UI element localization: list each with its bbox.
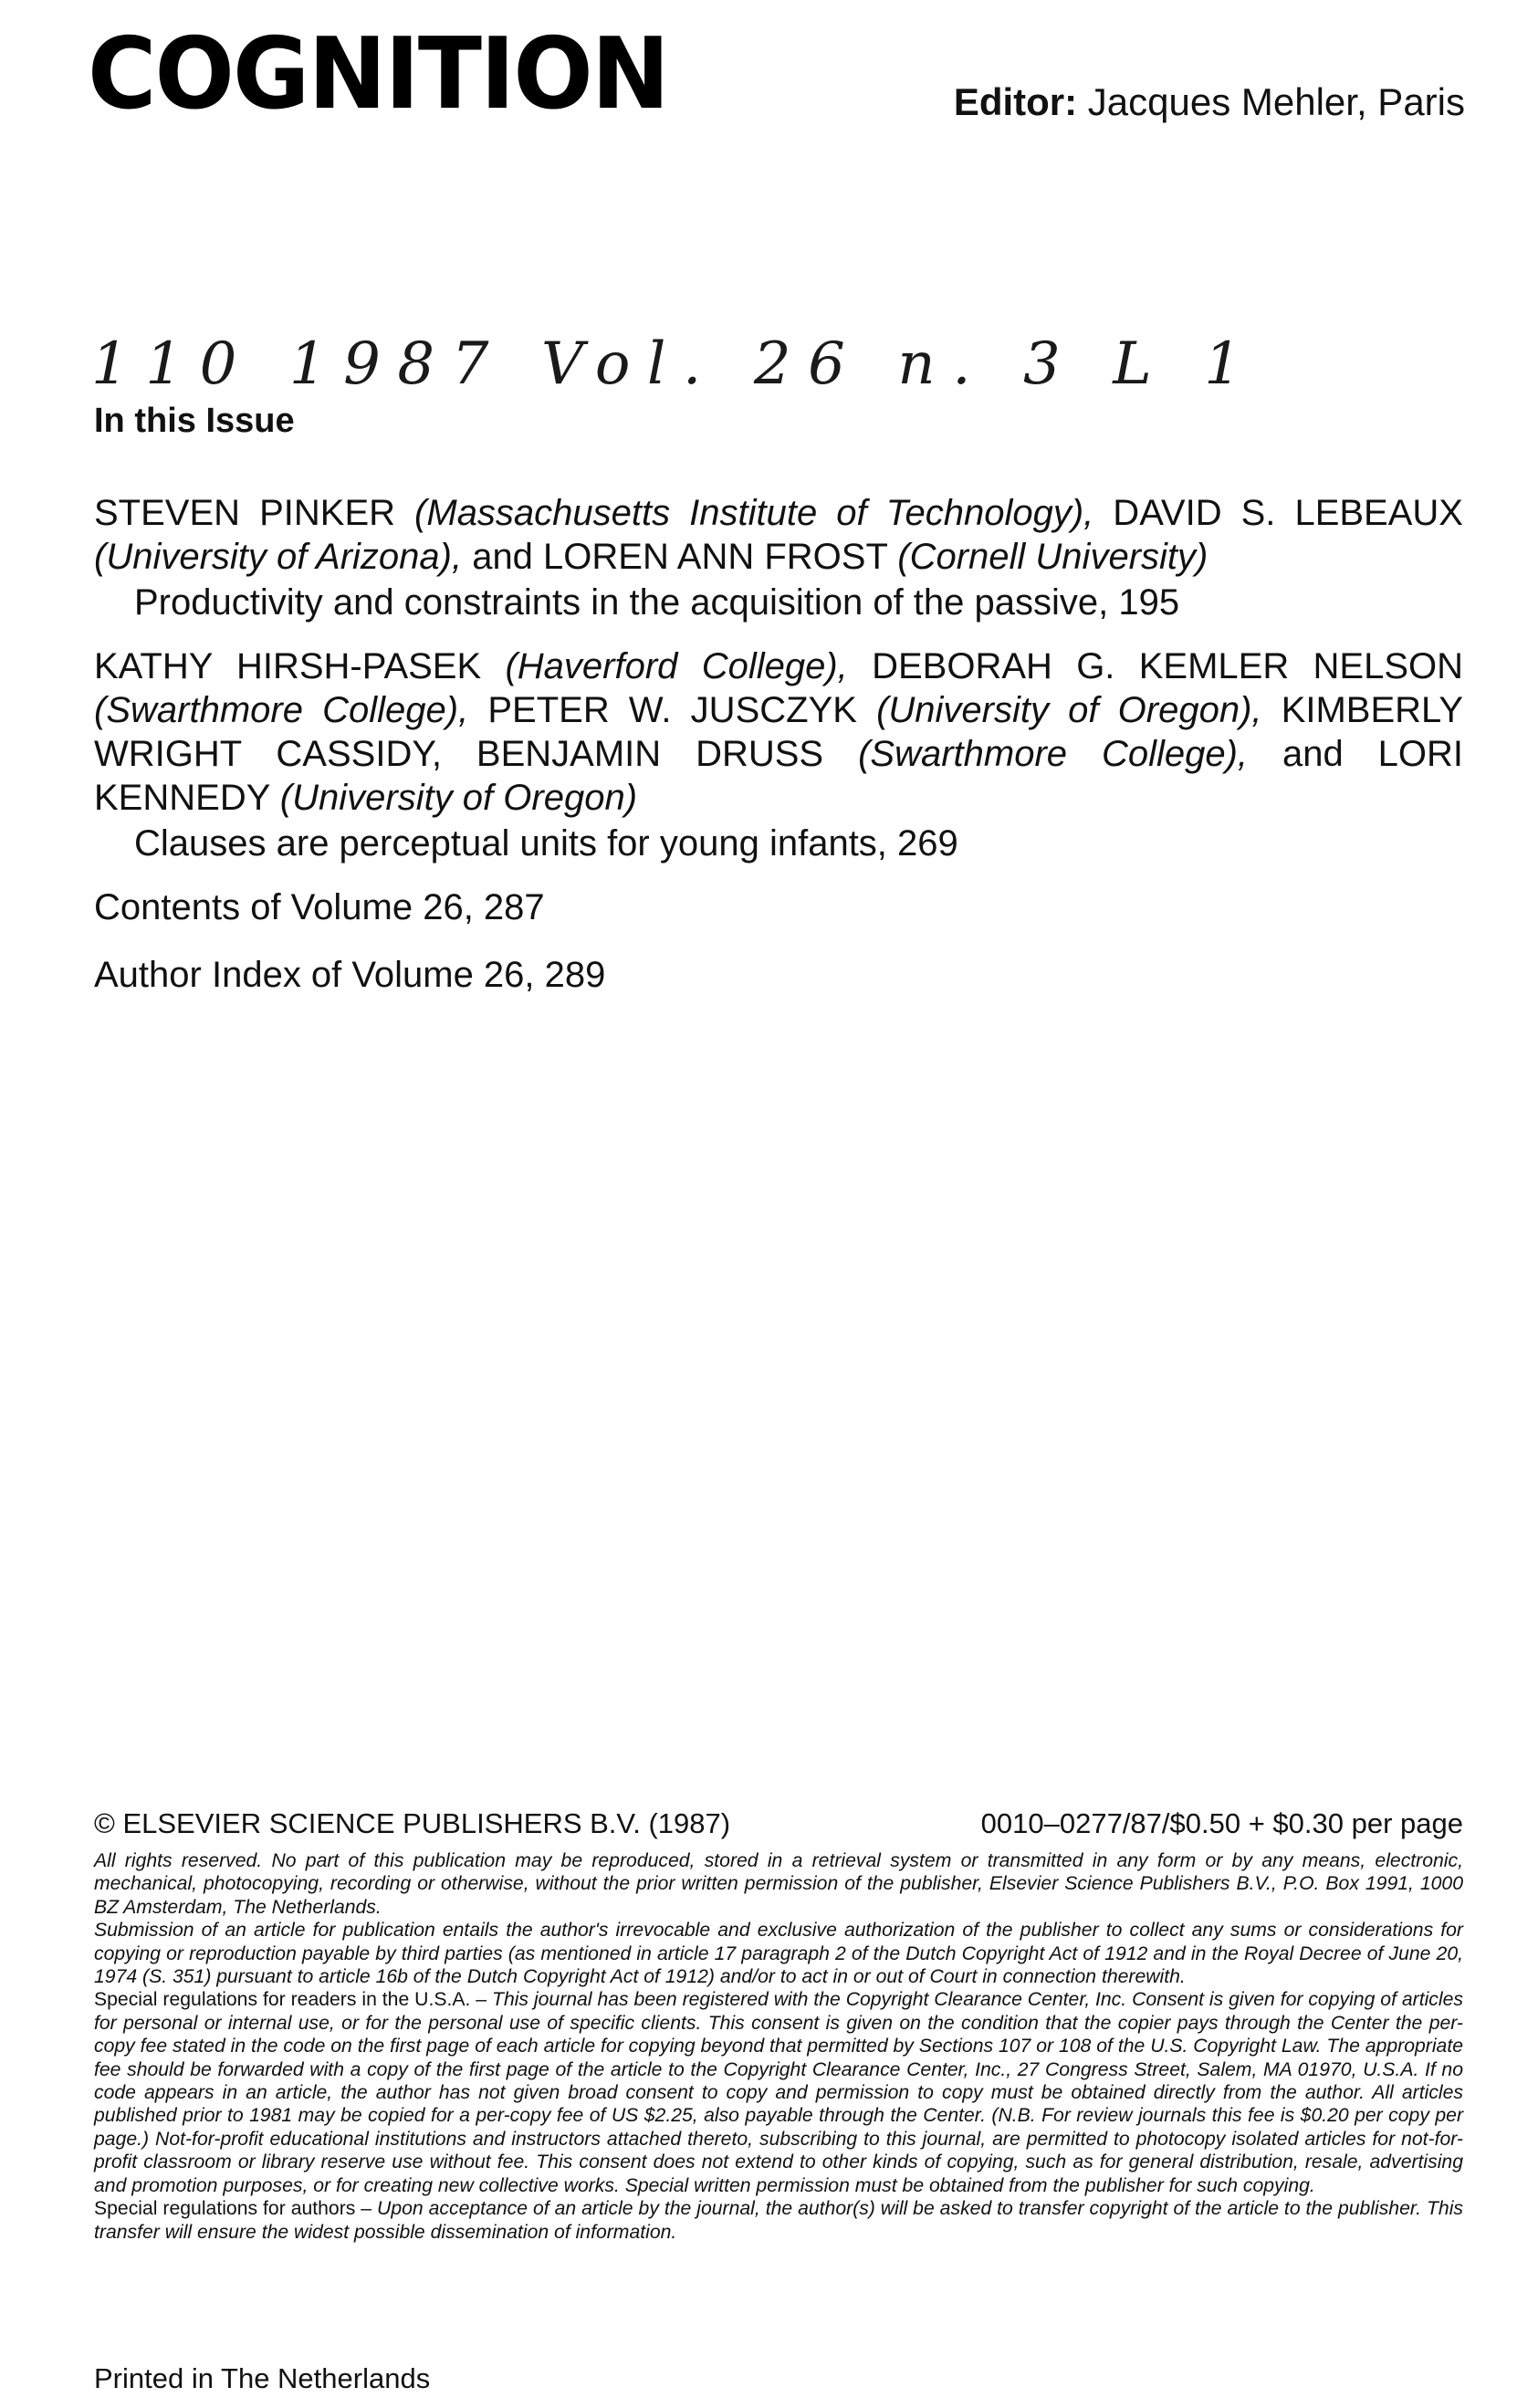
author-index: Author Index of Volume 26, 289: [94, 955, 606, 995]
usa-text: This journal has been registered with the Copyright Clearance Center, Inc. Consent is given for copying of articles for personal or internal use, or for the personal use of specific clients. This consent is given on the condition that the copier pays through the Center the per-copy fee stated in the code on the first page of each article for copying beyond that permitted by Sections 107 or 108 of the U.S. Copyright Law. The appropriate fee should be forwarded with a copy of the first page of the article to the Copyright Clearance Center, Inc., 27 Congress Street, Salem, MA 01970, U.S.A. If no code appears in an article, the author has not given broad consent to copy and permission to copy must be obtained directly from the author. All articles published prior to 1981 may be copied for a per-copy fee of US $2.25, also payable through the Center. (N.B. For review journals this fee is $0.20 per copy per page.) Not-for-profit educational institutions and instructors attached thereto, subscribing to this journal, are permitted to photocopy isolated articles for not-for-profit classroom or library reserve use without fee. This consent does not extend to other kinds of copying, such as for general distribution, resale, advertising and promotion purposes, or for creating new collective works. Special written permission must be obtained from the publisher for such copying.: [94, 1989, 1463, 2196]
authors-text: Upon acceptance of an article by the journal, the author(s) will be asked to transfer copyright of the article to the publisher. This transfer will ensure the widest possible dissemination of information.: [94, 2198, 1463, 2243]
article-authors: STEVEN PINKER (Massachusetts Institute of Technology), DAVID S. LEBEAUX (University of Arizona), and LOREN ANN FROST (Cornell University): [94, 493, 1463, 577]
editor-line: [954, 80, 1465, 124]
editor-name: Jacques Mehler, Paris: [1087, 80, 1465, 123]
journal-title: COGNITION: [88, 29, 668, 120]
article-title: Clauses are perceptual units for young infants, 269: [134, 823, 958, 864]
article-entry: [94, 491, 1463, 624]
contents-of-volume: Contents of Volume 26, 287: [94, 887, 545, 927]
article-title: Productivity and constraints in the acquisition of the passive, 195: [134, 582, 1180, 623]
usa-label: Special regulations for readers in the U.S.A. –: [94, 1989, 492, 2011]
handwritten-text: 110 1987 Vol. 26 n. 3 L 1: [91, 330, 1241, 398]
editor-label: Editor:: [953, 80, 1078, 123]
copyright-notice: [94, 1849, 1463, 2244]
copyright-holder: © ELSEVIER SCIENCE PUBLISHERS B.V. (1987): [94, 1807, 731, 1839]
contents-list: [94, 491, 1463, 1021]
rights-text: All rights reserved. No part of this publication may be reproduced, stored in a retrieval system or transmitted in any form or by any means, electronic, mechanical, photocopying, recording or otherwise, without the prior written permission of the publisher, Elsevier Science Publishers B.V., P.O. Box 1991, 1000 BZ Amsterdam, The Netherlands.: [94, 1850, 1463, 1918]
authors-label: Special regulations for authors –: [94, 2198, 378, 2220]
copyright-block: [94, 1807, 1463, 2244]
printed-in: Printed in The Netherlands: [94, 2362, 431, 2394]
copyright-code: 0010–0277/87/$0.50 + $0.30 per page: [980, 1807, 1463, 1839]
section-heading: In this Issue: [94, 402, 295, 440]
article-authors: KATHY HIRSH-PASEK (Haverford College), DEBORAH G. KEMLER NELSON (Swarthmore College), PETER W. JUSCZYK (University of Oregon), KIMBERLY WRIGHT CASSIDY, BENJAMIN DRUSS (Swarthmore College), and LORI KENNEDY (University of Oregon): [94, 646, 1464, 818]
copyright-header: [94, 1807, 1463, 1840]
submission-text: Submission of an article for publication entails the author's irrevocable and exclusive authorization of the publisher to collect any sums or considerations for copying or reproduction payable by third parties (as mentioned in article 17 paragraph 2 of the Dutch Copyright Act of 1912 and in the Royal Decree of June 20, 1974 (S. 351) pursuant to article 16b of the Dutch Copyright Act of 1912) and/or to act in or out of Court in connection therewith.: [94, 1920, 1463, 1988]
article-entry: [94, 644, 1463, 865]
journal-logo: [88, 29, 672, 120]
